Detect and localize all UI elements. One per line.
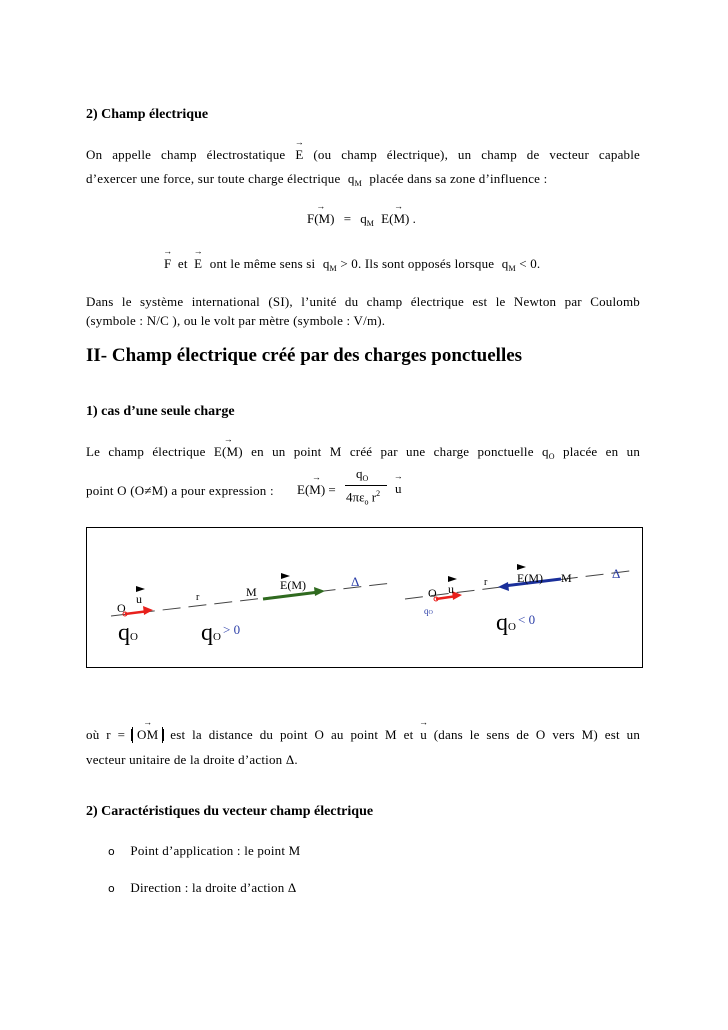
charge-subscript: M [354,179,362,188]
vector-F: → F [164,256,171,272]
paragraph-same-direction [164,256,540,273]
norm-OM: → OM [132,727,163,743]
label-O: O [428,586,437,600]
label-delta: Δ [351,574,360,589]
label-q0-condition [496,610,516,637]
expression-unit-vector [395,481,402,497]
r: r [371,489,377,505]
charge-subscript: O [508,621,516,633]
label-q0-big [118,620,138,647]
arrowhead [314,587,325,596]
label-E-M: E(M) [280,578,306,592]
charge-subscript: O [362,474,369,483]
charge-q: q [118,620,130,646]
text: placée dans sa zone d’influence : [369,171,548,186]
charge-subscript: O [428,610,433,616]
bullet-icon: o [108,845,115,858]
list-item-text: Point d’application : le point M [130,843,301,858]
paragraph-si-line2: (symbole : N/C ), ou le volt par mètre (symbole : V/m). [86,313,386,328]
symbol-r: r [106,727,111,742]
label-q0-small [424,606,433,616]
field-vector-arrow-left [263,592,319,599]
paragraph-ou-line1 [86,727,640,743]
bullet-icon: o [108,882,115,895]
text: Le champ électrique [86,444,206,459]
charge-subscript: M [366,219,374,228]
label-u: u [448,582,454,596]
list-item [108,843,300,859]
section-title-caracteristiques: 2) Caractéristiques du vecteur champ électrique [86,804,374,819]
paragraph-definition-line2 [86,171,547,188]
charge-subscript: M [508,264,516,273]
vector-F: → F(M) [307,211,334,227]
charge-q: q [356,466,363,481]
text: est la distance du point O au point M et [170,727,414,742]
text: (dans le sens de O vers M) est un [433,727,641,742]
label-M: M [561,571,572,585]
paragraph-seule-line1 [86,444,640,461]
arrowhead [498,582,509,591]
paragraph-ou-line2: vecteur unitaire de la droite d’action Δ. [86,752,298,767]
figure-svg [87,528,642,667]
section-title-seule-charge: 1) cas d’une seule charge [86,404,235,419]
paragraph-si-line1: Dans le système international (SI), l’unité du champ électrique est le Newton par Coulomb [86,294,640,309]
vector-E: → E [194,256,202,272]
fraction-bar [345,485,387,486]
label-positive-condition: > 0 [223,622,241,637]
text: ont le même sens si [209,256,316,271]
expression-lhs [297,482,336,498]
text: On appelle champ électrostatique [86,147,286,162]
equals-sign: = [117,727,126,742]
charge-q: q [501,256,509,271]
label-u: u [136,592,142,606]
charge-q: q [424,606,429,616]
label-O: O [117,601,126,615]
text: où [86,727,100,742]
charge-subscript: O [130,631,138,643]
label-negative-condition: < 0 [518,612,536,627]
text: < 0. [519,256,541,271]
text: d’exercer une force, sur toute charge électrique [86,171,341,186]
charge-q: q [347,171,355,186]
label-r: r [196,592,200,603]
vector-u: → u [420,727,427,743]
label-delta: Δ [612,566,621,581]
text: 4πε [346,489,365,505]
section-title-champ-electrique: 2) Champ électrique [86,107,209,122]
charge-q: q [496,610,508,636]
expression-denominator [346,489,380,506]
paragraph-definition-line1 [86,147,640,163]
label-M: M [246,585,257,599]
vector-E: → E(M) . [381,211,416,227]
text: > 0. Ils sont opposés lorsque [340,256,495,271]
vector-E: → E [295,147,303,163]
figure-field-diagram [86,527,643,668]
label-r: r [484,577,488,588]
charge-subscript: M [329,264,337,273]
charge-q: q [322,256,330,271]
arrowhead [143,606,153,615]
formula-force [307,211,416,228]
exponent: 2 [376,489,381,498]
vector-u: → u [395,481,402,497]
list-item-text: Direction : la droite d’action Δ [130,880,297,895]
charge-q: q [360,211,367,226]
equals-sign: = [343,211,352,226]
text: (ou champ électrique), un champ de vecteur capable [313,147,641,162]
charge-subscript: O [548,452,555,461]
charge-subscript: O [213,631,221,643]
chapter-title-charges-ponctuelles: II- Champ électrique créé par des charges ponctuelles [86,345,523,366]
vector-E-M: → E(M) = [297,482,336,498]
label-q0-condition [201,620,221,647]
list-item [108,880,296,896]
vector-flag-E-right [517,564,526,570]
paragraph-seule-line2: point O (O≠M) a pour expression : [86,483,274,498]
label-E-M: E(M) [517,571,543,585]
expression-numerator [356,466,368,483]
vector-E-M: → E(M) [214,444,243,460]
text: placée en un [563,444,641,459]
charge-q: q [201,620,213,646]
text: et [177,256,188,271]
charge-q: q [542,444,549,459]
text: en un point M créé par une charge ponctuelle [251,444,534,459]
epsilon-subscript: o [364,497,369,507]
